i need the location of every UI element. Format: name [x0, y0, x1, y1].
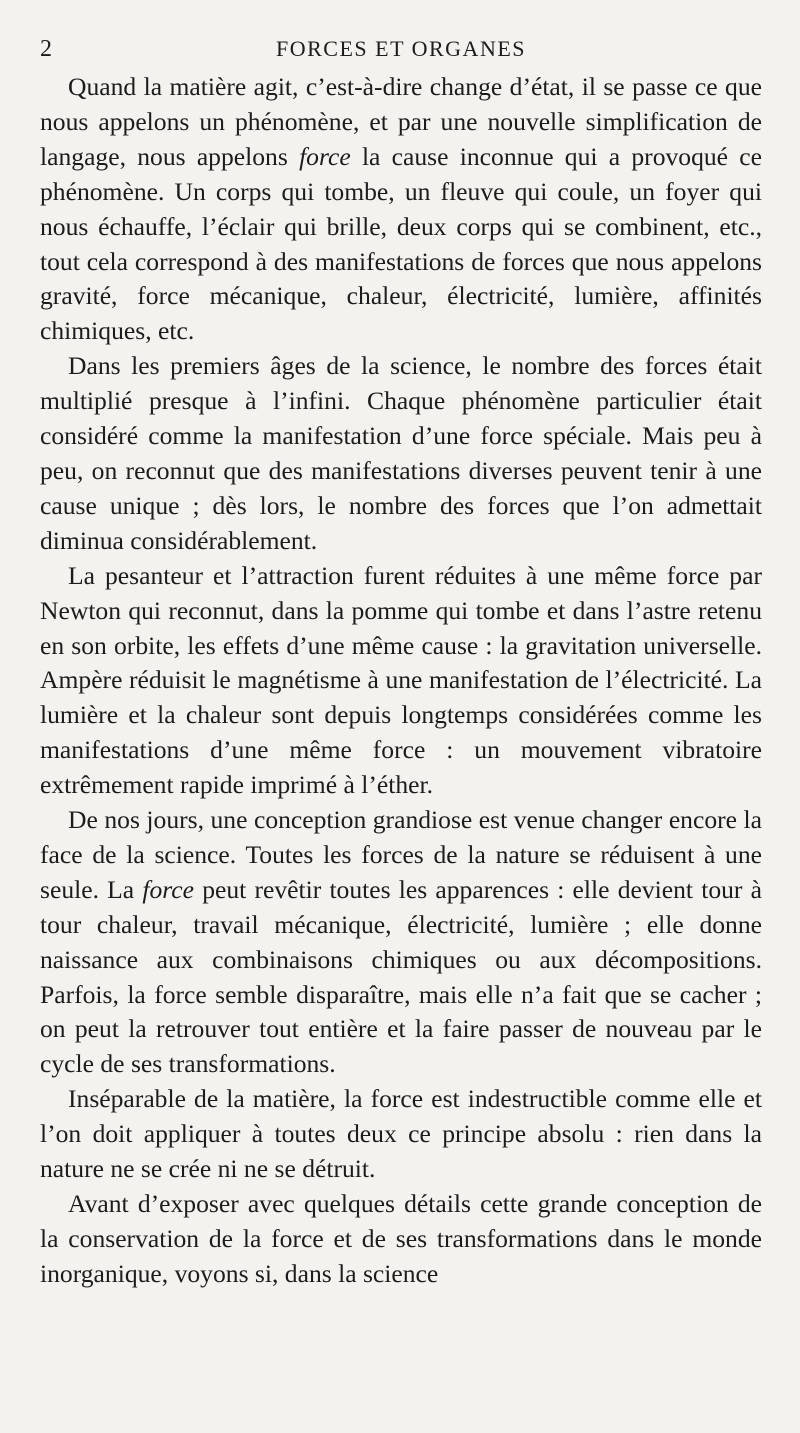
paragraph-1-part-1: Quand la matière agit, c’est-à-dire change d’état, il se passe ce que nous appelons un phénomène, et par une nouvelle simplification de langage, nous appelons — [40, 72, 762, 171]
paragraph-4-part-2: peut revêtir toutes les apparences : elle devient tour à tour chaleur, travail mécanique, électricité, lumière ; elle donne naissance aux combinaisons chimiques ou aux décompositions. Parfois, la force semble disparaître, mais elle n’a fait que se cacher ; on peut la retrouver tout entière et la faire passer de nouveau par le cycle de ses transformations. — [40, 874, 762, 1079]
running-head — [40, 26, 762, 70]
running-title: FORCES ET ORGANES — [275, 36, 527, 61]
paragraph-5: Inséparable de la matière, la force est indestructible comme elle et l’on doit appliquer à toutes deux ce principe absolu : rien dans la nature ne se crée ni ne se détruit. — [40, 1084, 762, 1184]
paragraph-6: Avant d’exposer avec quelques détails cette grande conception de la conservation de la force et de ses transformations dans le monde inorganique, voyons si, dans la science — [40, 1189, 762, 1288]
paragraph-1-italic-force: force — [299, 141, 351, 171]
paragraph-2: Dans les premiers âges de la science, le nombre des forces était multiplié presque à l’infini. Chaque phénomène particulier était considéré comme la manifestation d’une force spéciale. Mais peu à peu, on reconnut que des manifestations diverses peuvent tenir à une cause unique ; dès lors, le nombre des forces que l’on admettait diminua considérablement. — [40, 351, 762, 555]
paragraph-4 — [40, 803, 762, 1082]
paragraph-4-italic-force: force — [142, 874, 195, 904]
page-number: 2 — [40, 36, 53, 62]
paragraph-4-part-1: De nos jours, une conception grandiose est venue changer encore la face de la science. Toutes les forces de la nature se réduisent à une seule. La — [40, 805, 762, 904]
body-text — [40, 70, 762, 1292]
paragraph-3: La pesanteur et l’attraction furent réduites à une même force par Newton qui reconnut, dans la pomme qui tombe et dans l’astre retenu en son orbite, les effets d’une même cause : la gravitation universelle. Ampère réduisit le magnétisme à une manifestation de l’électricité. La lumière et la chaleur sont depuis longtemps considérées comme les manifestations d’une même force : un mouvement vibratoire extrêmement rapide imprimé à l’éther. — [40, 560, 762, 800]
paragraph-1 — [40, 70, 762, 349]
paragraph-1-part-2: la cause inconnue qui a provoqué ce phénomène. Un corps qui tombe, un fleuve qui coule, un foyer qui nous échauffe, l’éclair qui brille, deux corps qui se combinent, etc., tout cela correspond à des manifestations de forces que nous appelons gravité, force mécanique, chaleur, électricité, lumière, affinités chimiques, etc. — [40, 141, 763, 346]
